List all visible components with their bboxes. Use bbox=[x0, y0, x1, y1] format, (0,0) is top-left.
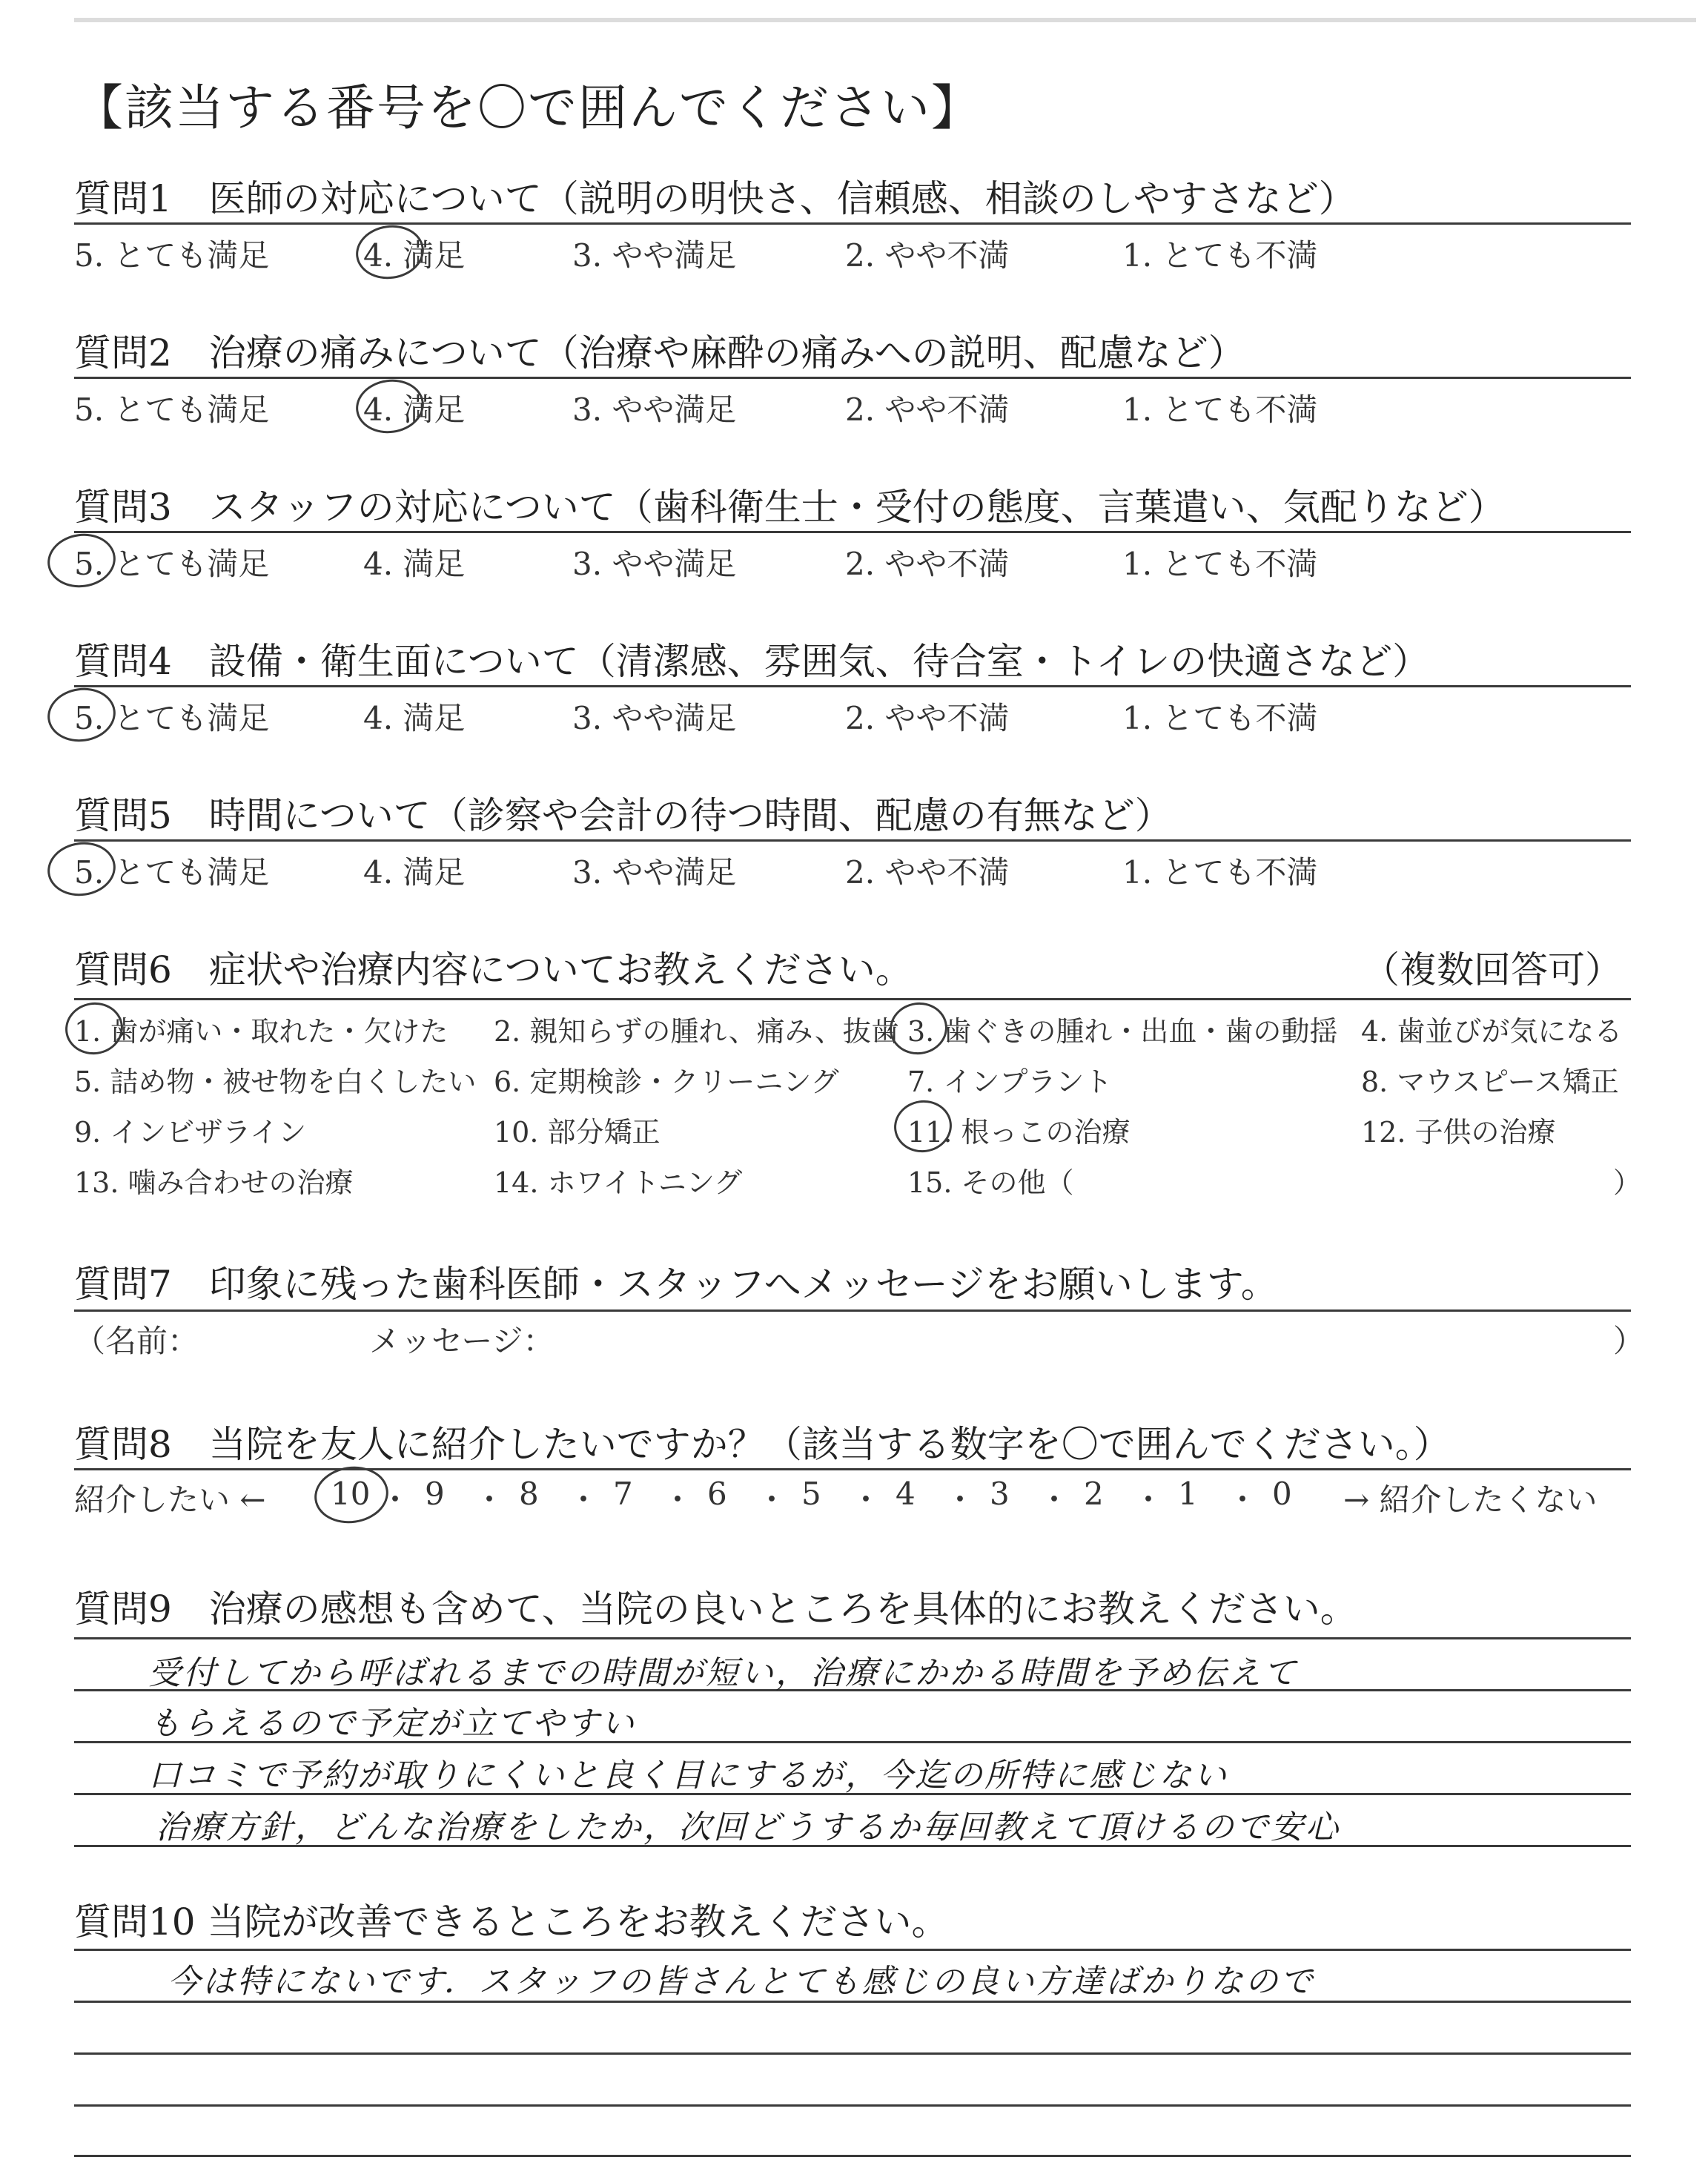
scan-top-edge bbox=[74, 18, 1696, 22]
q4-option[interactable]: 1. とても不満 bbox=[1122, 700, 1318, 736]
q8-scale-dot: ・ bbox=[1039, 1482, 1070, 1518]
q6-title: 質問6 症状や治療内容についてお教えください。 bbox=[74, 948, 913, 991]
q3-option[interactable]: 1. とても不満 bbox=[1122, 546, 1318, 582]
q8-rule bbox=[74, 1468, 1631, 1470]
q6-option[interactable]: 12. 子供の治療 bbox=[1361, 1116, 1556, 1149]
q6-option[interactable]: 5. 詰め物・被せ物を白くしたい bbox=[74, 1066, 477, 1098]
q3-option[interactable]: 4. 満足 bbox=[363, 546, 466, 582]
q8-scale-dot: ・ bbox=[568, 1482, 600, 1518]
q6-answer-circle bbox=[62, 999, 127, 1058]
q2-option[interactable]: 1. とても不満 bbox=[1122, 392, 1318, 428]
q1-option[interactable]: 1. とても不満 bbox=[1122, 237, 1318, 274]
q6-note: （複数回答可） bbox=[1363, 948, 1622, 991]
q1-option[interactable]: 3. やや満足 bbox=[572, 237, 737, 274]
q2-rule bbox=[74, 377, 1631, 379]
q6-answer-circle bbox=[887, 999, 951, 1058]
q9-handwriting: もらえるので予定が立てやすい bbox=[148, 1705, 636, 1743]
q10-title: 質問10 当院が改善できるところをお教えください。 bbox=[74, 1900, 949, 1943]
q8-title: 質問8 当院を友人に紹介したいですか？（該当する数字を〇で囲んでください。） bbox=[74, 1423, 1451, 1466]
q10-handwriting: 今は特にないです．スタッフの皆さんとても感じの良い方達ばかりなので bbox=[168, 1963, 1315, 2001]
q1-option[interactable]: 5. とても満足 bbox=[74, 237, 270, 274]
q2-option[interactable]: 3. やや満足 bbox=[572, 392, 737, 428]
q8-scale-dot: ・ bbox=[474, 1482, 506, 1518]
q7-message-label: メッセージ： bbox=[369, 1323, 555, 1359]
q6-option[interactable]: 9. インビザライン bbox=[74, 1116, 307, 1149]
q4-rule bbox=[74, 685, 1631, 687]
q10-writing-line bbox=[74, 2052, 1631, 2055]
q3-option[interactable]: 2. やや不満 bbox=[845, 546, 1010, 582]
q6-option[interactable]: 11. 根っこの治療 bbox=[907, 1116, 1131, 1149]
q5-option[interactable]: 1. とても不満 bbox=[1122, 854, 1318, 891]
q6-option[interactable]: ） bbox=[1613, 1166, 1642, 1199]
q7-rule bbox=[74, 1309, 1631, 1312]
q5-option[interactable]: 3. やや満足 bbox=[572, 854, 737, 891]
q8-scale-value[interactable]: 6 bbox=[707, 1476, 727, 1512]
q5-title: 質問5 時間について（診察や会計の待つ時間、配慮の有無など） bbox=[74, 794, 1172, 837]
q8-scale-dot: ・ bbox=[1227, 1482, 1259, 1518]
q9-handwriting: 受付してから呼ばれるまでの時間が短い，治療にかかる時間を予め伝えて bbox=[148, 1654, 1298, 1692]
q8-scale-value[interactable]: 10 bbox=[331, 1476, 371, 1512]
q10-writing-line bbox=[74, 1949, 1631, 1951]
q4-title: 質問4 設備・衛生面について（清潔感、雰囲気、待合室・トイレの快適さなど） bbox=[74, 640, 1430, 683]
q8-scale-dot: ・ bbox=[756, 1482, 788, 1518]
q6-option[interactable]: 10. 部分矯正 bbox=[494, 1116, 661, 1149]
page-heading: 【該当する番号を〇で囲んでください】 bbox=[74, 79, 982, 136]
q1-rule bbox=[74, 222, 1631, 225]
q2-option[interactable]: 4. 満足 bbox=[363, 392, 466, 428]
q8-scale-dot: ・ bbox=[1133, 1482, 1165, 1518]
q8-scale-value[interactable]: 4 bbox=[896, 1476, 916, 1512]
q3-option[interactable]: 3. やや満足 bbox=[572, 546, 737, 582]
q6-option[interactable]: 14. ホワイトニング bbox=[494, 1166, 743, 1199]
q8-left-label: 紹介したい ← bbox=[74, 1482, 266, 1518]
q1-option[interactable]: 4. 満足 bbox=[363, 237, 466, 274]
q4-option[interactable]: 2. やや不満 bbox=[845, 700, 1010, 736]
q8-scale-value[interactable]: 9 bbox=[425, 1476, 445, 1512]
q6-option[interactable]: 15. その他（ bbox=[907, 1166, 1074, 1199]
q6-rule bbox=[74, 998, 1631, 1000]
q8-scale-value[interactable]: 1 bbox=[1178, 1476, 1198, 1512]
q8-scale-dot: ・ bbox=[944, 1482, 976, 1518]
q6-option[interactable]: 2. 親知らずの腫れ、痛み、抜歯 bbox=[494, 1015, 899, 1048]
q1-option[interactable]: 2. やや不満 bbox=[845, 237, 1010, 274]
q6-option[interactable]: 6. 定期検診・クリーニング bbox=[494, 1066, 839, 1098]
q8-right-label: → 紹介したくない bbox=[1343, 1482, 1598, 1518]
q2-title: 質問2 治療の痛みについて（治療や麻酔の痛みへの説明、配慮など） bbox=[74, 331, 1245, 374]
q6-option[interactable]: 8. マウスピース矯正 bbox=[1361, 1066, 1619, 1098]
q3-title: 質問3 スタッフの対応について（歯科衛生士・受付の態度、言葉遣い、気配りなど） bbox=[74, 486, 1506, 529]
q4-option[interactable]: 4. 満足 bbox=[363, 700, 466, 736]
q7-name-label: （名前： bbox=[74, 1323, 199, 1359]
q10-writing-line bbox=[74, 2104, 1631, 2107]
q6-option[interactable]: 7. インプラント bbox=[907, 1066, 1113, 1098]
q6-option[interactable]: 3. 歯ぐきの腫れ・出血・歯の動揺 bbox=[907, 1015, 1338, 1048]
q9-handwriting: 口コミで予約が取りにくいと良く目にするが，今迄の所特に感じない bbox=[148, 1757, 1228, 1794]
q8-scale-dot: ・ bbox=[380, 1482, 411, 1518]
q6-option[interactable]: 4. 歯並びが気になる bbox=[1361, 1015, 1623, 1048]
q5-option[interactable]: 2. やや不満 bbox=[845, 854, 1010, 891]
q8-scale-value[interactable]: 8 bbox=[519, 1476, 539, 1512]
q9-writing-line bbox=[74, 1637, 1631, 1639]
q5-option[interactable]: 4. 満足 bbox=[363, 854, 466, 891]
q8-scale-dot: ・ bbox=[662, 1482, 694, 1518]
q10-writing-line bbox=[74, 2155, 1631, 2157]
q8-scale-value[interactable]: 0 bbox=[1272, 1476, 1292, 1512]
q5-option[interactable]: 5. とても満足 bbox=[74, 854, 270, 891]
q4-option[interactable]: 3. やや満足 bbox=[572, 700, 737, 736]
q8-scale-value[interactable]: 2 bbox=[1084, 1476, 1104, 1512]
q7-close-paren: ） bbox=[1613, 1323, 1645, 1359]
q8-scale-value[interactable]: 3 bbox=[990, 1476, 1010, 1512]
q3-rule bbox=[74, 531, 1631, 533]
q7-title: 質問7 印象に残った歯科医師・スタッフへメッセージをお願いします。 bbox=[74, 1263, 1278, 1306]
q9-handwriting: 治療方針，どんな治療をしたか，次回どうするか毎回教えて頂けるので安心 bbox=[156, 1809, 1340, 1846]
q4-option[interactable]: 5. とても満足 bbox=[74, 700, 270, 736]
q8-scale-value[interactable]: 7 bbox=[613, 1476, 633, 1512]
q8-scale-dot: ・ bbox=[850, 1482, 882, 1518]
q6-option[interactable]: 1. 歯が痛い・取れた・欠けた bbox=[74, 1015, 448, 1048]
q2-option[interactable]: 5. とても満足 bbox=[74, 392, 270, 428]
q2-option[interactable]: 2. やや不満 bbox=[845, 392, 1010, 428]
q9-title: 質問9 治療の感想も含めて、当院の良いところを具体的にお教えください。 bbox=[74, 1588, 1357, 1631]
q8-scale-value[interactable]: 5 bbox=[801, 1476, 821, 1512]
q6-option[interactable]: 13. 噛み合わせの治療 bbox=[74, 1166, 354, 1199]
q1-title: 質問1 医師の対応について（説明の明快さ、信頼感、相談のしやすさなど） bbox=[74, 177, 1356, 220]
q3-option[interactable]: 5. とても満足 bbox=[74, 546, 270, 582]
q5-rule bbox=[74, 839, 1631, 842]
